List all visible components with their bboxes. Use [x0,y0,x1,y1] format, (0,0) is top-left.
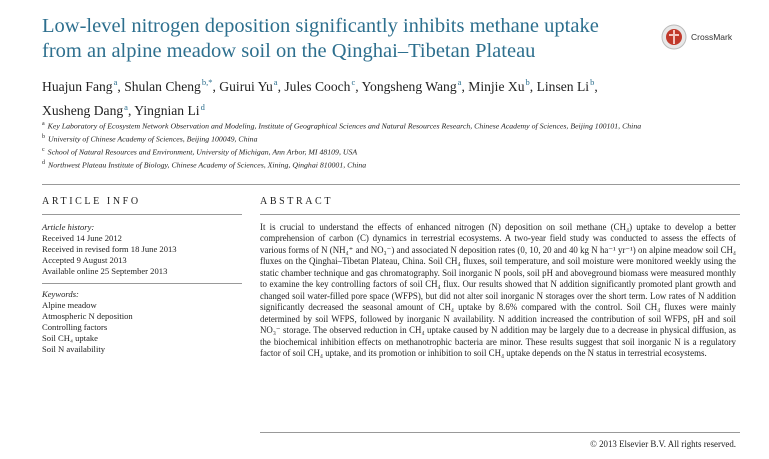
abstract-divider [260,214,740,215]
keywords-list [42,300,242,355]
affiliation-key: a [42,121,45,127]
author-name-text: Yingnian Li [134,103,200,119]
crossmark-icon [661,24,687,50]
history-item: Accepted 9 August 2013 [42,255,127,265]
affiliation-key: b [42,134,45,141]
author-name-text: Linsen Li [536,78,590,94]
affiliation-text: Key Laboratory of Ecosystem Network Observation and Modeling, Institute of Geographical Sciences and Natural Resources Research, Chinese Academy of Sciences, Beijing 100101, China [47,121,642,131]
affiliation-item [42,119,752,132]
author-name-text: Guirui Yu [219,78,273,94]
affiliation-item [42,145,752,158]
header-divider [42,184,740,185]
author-name[interactable] [362,79,465,94]
author-name[interactable] [134,103,205,118]
author-affiliation-marker[interactable]: a [457,77,462,87]
history-list [42,233,242,277]
author-name-text: Jules Cooch [284,78,351,94]
author-separator: , [277,78,281,94]
author-separator: , [594,78,598,94]
affiliation-key: d [42,160,45,167]
author-affiliation-marker[interactable]: b [590,77,595,87]
author-list [42,72,742,121]
keyword-item: Soil CH₄ uptake [42,333,98,343]
abstract-bottom-divider [260,432,740,433]
author-name-text: Minjie Xu [468,78,525,94]
author-name[interactable] [284,79,358,94]
affiliation-key: c [42,147,45,154]
keyword-item: Soil N availability [42,344,106,354]
abstract-heading: ABSTRACT [260,196,334,207]
article-info-divider [42,214,242,215]
author-name-text: Shulan Cheng [124,78,201,94]
author-separator: , [529,78,534,94]
author-affiliation-marker[interactable]: a [113,77,118,87]
affiliation-item [42,158,752,171]
affiliation-text: Northwest Plateau Institute of Biology, Chinese Academy of Sciences, Xining, Qinghai 810001, China [48,160,367,170]
author-affiliation-marker[interactable]: a [273,77,278,87]
article-title [42,14,642,64]
history-item: Received in revised form 18 June 2013 [42,244,177,254]
title-line-1: Low-level nitrogen deposition significantly inhibits methane uptake [42,15,599,37]
author-affiliation-marker[interactable]: d [200,101,205,112]
author-affiliation-marker[interactable]: c [351,77,356,87]
author-name[interactable] [42,103,131,118]
crossmark-badge[interactable] [661,24,732,50]
author-name[interactable] [219,79,281,94]
history-label: Article history: [42,222,95,232]
article-info-panel [42,222,242,355]
abstract-text: It is crucial to understand the effects of enhanced nitrogen (N) deposition on soil methane (CH₄) uptake to develop a better comprehension of carbon (C) dynamics in terrestrial ecosystems. A two-year field study was conducted to assess the effects of various forms of N (NH₄⁺ and NO₃⁻) and associated N deposition rates (0, 10, 20 and 40 kg N ha⁻¹ yr⁻¹) on alpine meadow soil CH₄ fluxes on the Qinghai–Tibetan Plateau, China. Soil CH₄ fluxes, soil temperature, and soil moisture were monitored weekly using the static chamber technique and gas chromatography. Soil inorganic N pools, soil pH and aboveground biomass were measured monthly to examine the key controlling factors of soil CH₄ flux. Our results showed that N addition significantly promoted plant growth and changed soil water-filled pore space (WFPS), but did not alter soil inorganic N storages over the short term. Low rates of N addition significantly decreased the seasonal amount of CH₄ uptake by 8.6% compared with the control. Soil CH₄ fluxes were mainly determined by soil WFPS, followed by inorganic N availability. N addition increased the contribution of soil WFPS, pH and soil NO₃⁻ storage. The observed reduction in CH₄ uptake caused by N addition may be largely due to a decrease in physical diffusion, as the biochemical inhibition effects on methanotrophic bacteria are minor. These results suggest that soil inorganic N is a regulatory factor of soil CH₄ uptake, and its promotion or inhibition to soil CH₄ uptake depends on the N status in terrestrial ecosystems. [260,222,736,358]
author-name-text: Yongsheng Wang [361,78,457,94]
keywords-divider [42,283,242,284]
article-info-heading: ARTICLE INFO [42,196,141,207]
affiliation-item [42,132,752,145]
affiliation-text: University of Chinese Academy of Sciences, Beijing 100049, China [48,134,258,144]
copyright-notice: © 2013 Elsevier B.V. All rights reserved. [590,439,736,449]
author-separator: , [117,78,121,94]
author-affiliation-marker[interactable]: b,* [201,77,213,87]
affiliation-text: School of Natural Resources and Environment, University of Michigan, Ann Arbor, MI 48109, USA [47,147,358,157]
author-name[interactable] [468,79,533,94]
author-separator: , [212,78,216,94]
author-name[interactable] [537,79,598,94]
author-name[interactable] [124,79,216,94]
author-separator: , [127,103,132,119]
author-affiliation-marker[interactable]: a [124,101,128,112]
author-separator: , [355,78,359,94]
keyword-item: Atmospheric N deposition [42,311,133,321]
author-name-text: Huajun Fang [42,78,113,94]
author-separator: , [461,78,465,94]
keyword-item: Controlling factors [42,322,108,332]
author-name-text: Xusheng Dang [42,103,124,119]
history-item: Received 14 June 2012 [42,233,122,243]
crossmark-label: CrossMark [691,32,733,42]
title-line-2: from an alpine meadow soil on the Qinghai–Tibetan Plateau [42,40,536,62]
history-item: Available online 25 September 2013 [42,266,168,276]
affiliation-list [42,119,752,171]
keyword-item: Alpine meadow [42,300,97,310]
keywords-label: Keywords: [42,289,79,299]
author-affiliation-marker[interactable]: b [525,77,530,87]
author-name[interactable] [42,79,121,94]
